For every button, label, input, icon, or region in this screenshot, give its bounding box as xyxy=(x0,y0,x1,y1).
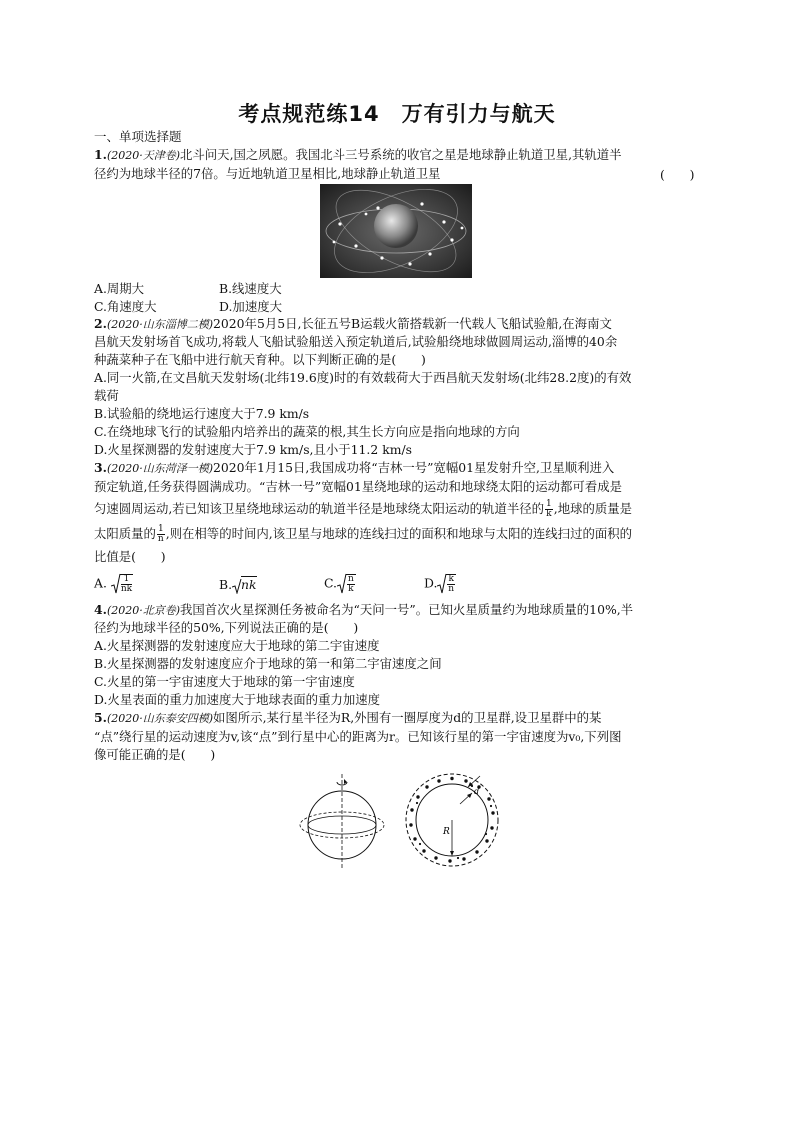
frac-denominator: n xyxy=(448,584,455,594)
q3-option-b xyxy=(219,577,257,594)
fraction-n-over-k xyxy=(347,575,355,594)
frac-numerator: 1 xyxy=(546,499,552,509)
q3-option-c xyxy=(324,573,356,595)
frac-denominator: k xyxy=(546,509,552,519)
q1-option-b: B.线速度大 xyxy=(219,281,282,296)
q3-option-a xyxy=(94,573,133,595)
q4-line-1 xyxy=(94,601,633,619)
q1-stem-2: 径约为地球半径的7倍。与近地轨道卫星相比,地球静止轨道卫星 xyxy=(94,166,441,181)
q4-stem-1: 我国首次火星探测任务被命名为“天问一号”。已知火星质量约为地球质量的10%,半 xyxy=(180,602,634,617)
q3-number: 3. xyxy=(94,460,107,475)
q2-number: 2. xyxy=(94,316,107,331)
section-heading: 一、单项选择题 xyxy=(94,129,182,144)
frac-denominator: k xyxy=(348,584,354,594)
q2-option-c: C.在绕地球飞行的试验船内培养出的蔬菜的根,其生长方向应是指向地球的方向 xyxy=(94,424,520,439)
q4-option-a: A.火星探测器的发射速度应大于地球的第二宇宙速度 xyxy=(94,638,380,653)
q1-option-a: A.周期大 xyxy=(94,281,145,296)
frac-numerator: n xyxy=(347,574,354,584)
q2-stem-2: 昌航天发射场首飞成功,将载人飞船试验船送入预定轨道后,试验船绕地球做圆周运动,淄博的40余 xyxy=(94,334,618,349)
thickness-label: d xyxy=(474,787,480,796)
q5-stem-1: 如图所示,某行星半径为R,外围有一圈厚度为d的卫星群,设卫星群中的某 xyxy=(213,710,602,725)
page-title: 考点规范练14 万有引力与航天 xyxy=(238,102,556,126)
q5-stem-3: 像可能正确的是( ) xyxy=(94,747,216,762)
frac-numerator: k xyxy=(448,574,454,584)
q4-option-d: D.火星表面的重力加速度大于地球表面的重力加速度 xyxy=(94,692,381,707)
q4-option-b: B.火星探测器的发射速度应介于地球的第一和第二宇宙速度之间 xyxy=(94,656,442,671)
satellite-ring-diagram xyxy=(402,770,504,870)
q1-stem-1: 北斗问天,国之夙愿。我国北斗三号系统的收官之星是地球静止轨道卫星,其轨道半 xyxy=(180,147,622,162)
q5-line-1 xyxy=(94,709,601,727)
q1-line-1 xyxy=(94,146,622,164)
frac-numerator: 1 xyxy=(157,524,164,534)
q3-stem-3 xyxy=(94,500,632,519)
sqrt-nk: nk xyxy=(241,577,257,592)
q1-number: 1. xyxy=(94,147,107,162)
fraction-one-over-nk xyxy=(121,575,132,594)
rotating-planet-diagram xyxy=(298,770,388,870)
q1-option-c: C.角速度大 xyxy=(94,299,157,314)
q2-line-1 xyxy=(94,315,612,333)
radius-label: R xyxy=(443,827,450,837)
q3-option-d xyxy=(424,573,456,595)
q3-stem-3a: 匀速圆周运动,若已知该卫星绕地球运动的轨道半径是地球绕太阳运动的轨道半径的 xyxy=(94,501,545,516)
frac-denominator: n xyxy=(157,534,164,544)
q1-source: (2020·天津卷) xyxy=(106,149,181,162)
q2-option-a-2: 载荷 xyxy=(94,388,119,403)
frac-denominator: nk xyxy=(120,584,133,594)
fraction-one-over-n xyxy=(157,525,165,544)
q4-stem-2: 径约为地球半径的50%,下列说法正确的是( ) xyxy=(94,620,359,635)
q3-source: (2020·山东菏泽一模) xyxy=(106,462,214,475)
q3-stem-4b: ,则在相等的时间内,该卫星与地球的连线扫过的面积和地球与太阳的连线扫过的面积的 xyxy=(165,526,633,541)
q3-stem-4 xyxy=(94,525,632,544)
q2-option-d: D.火星探测器的发射速度大于7.9 km/s,且小于11.2 km/s xyxy=(94,442,412,457)
q3-stem-4a: 太阳质量的 xyxy=(94,526,156,541)
option-letter: D. xyxy=(424,575,438,591)
q2-option-a-1: A.同一火箭,在文昌航天发射场(北纬19.6度)时的有效载荷大于西昌航天发射场(北纬28.2度)的有效 xyxy=(94,370,632,385)
q3-stem-2: 预定轨道,任务获得圆满成功。“吉林一号”宽幅01星绕地球的运动和地球绕太阳的运动都可看成是 xyxy=(94,479,622,494)
option-letter: B. xyxy=(219,577,233,592)
q3-stem-1: 2020年1月15日,我国成功将“吉林一号”宽幅01星发射升空,卫星顺利进入 xyxy=(213,460,615,475)
q2-option-b: B.试验船的绕地运行速度大于7.9 km/s xyxy=(94,406,310,421)
q1-answer-paren: ( ) xyxy=(660,167,695,182)
q3-line-1 xyxy=(94,459,614,477)
q3-stem-5: 比值是( ) xyxy=(94,549,166,564)
q2-source: (2020·山东淄博二模) xyxy=(106,318,214,331)
frac-numerator: 1 xyxy=(121,575,132,585)
beidou-orbit-image xyxy=(320,184,472,278)
option-letter: A. xyxy=(94,575,107,591)
q2-stem-3: 种蔬菜种子在飞船中进行航天育种。以下判断正确的是( ) xyxy=(94,352,426,367)
q4-source: (2020·北京卷) xyxy=(106,604,181,617)
fraction-k-over-n xyxy=(447,575,454,594)
q2-stem-1: 2020年5月5日,长征五号B运载火箭搭载新一代载人飞船试验船,在海南文 xyxy=(213,316,612,331)
option-letter: C. xyxy=(324,575,337,591)
q3-stem-3b: ,地球的质量是 xyxy=(553,501,633,516)
q5-stem-2: “点”绕行星的运动速度为v,该“点”到行星中心的距离为r。已知该行星的第一宇宙速度为v₀,下列图 xyxy=(94,729,622,744)
q1-option-d: D.加速度大 xyxy=(219,299,282,314)
q4-option-c: C.火星的第一宇宙速度大于地球的第一宇宙速度 xyxy=(94,674,355,689)
q4-number: 4. xyxy=(94,602,107,617)
q5-source: (2020·山东泰安四模) xyxy=(106,712,214,725)
q5-number: 5. xyxy=(94,710,107,725)
fraction-one-over-k xyxy=(545,500,553,519)
